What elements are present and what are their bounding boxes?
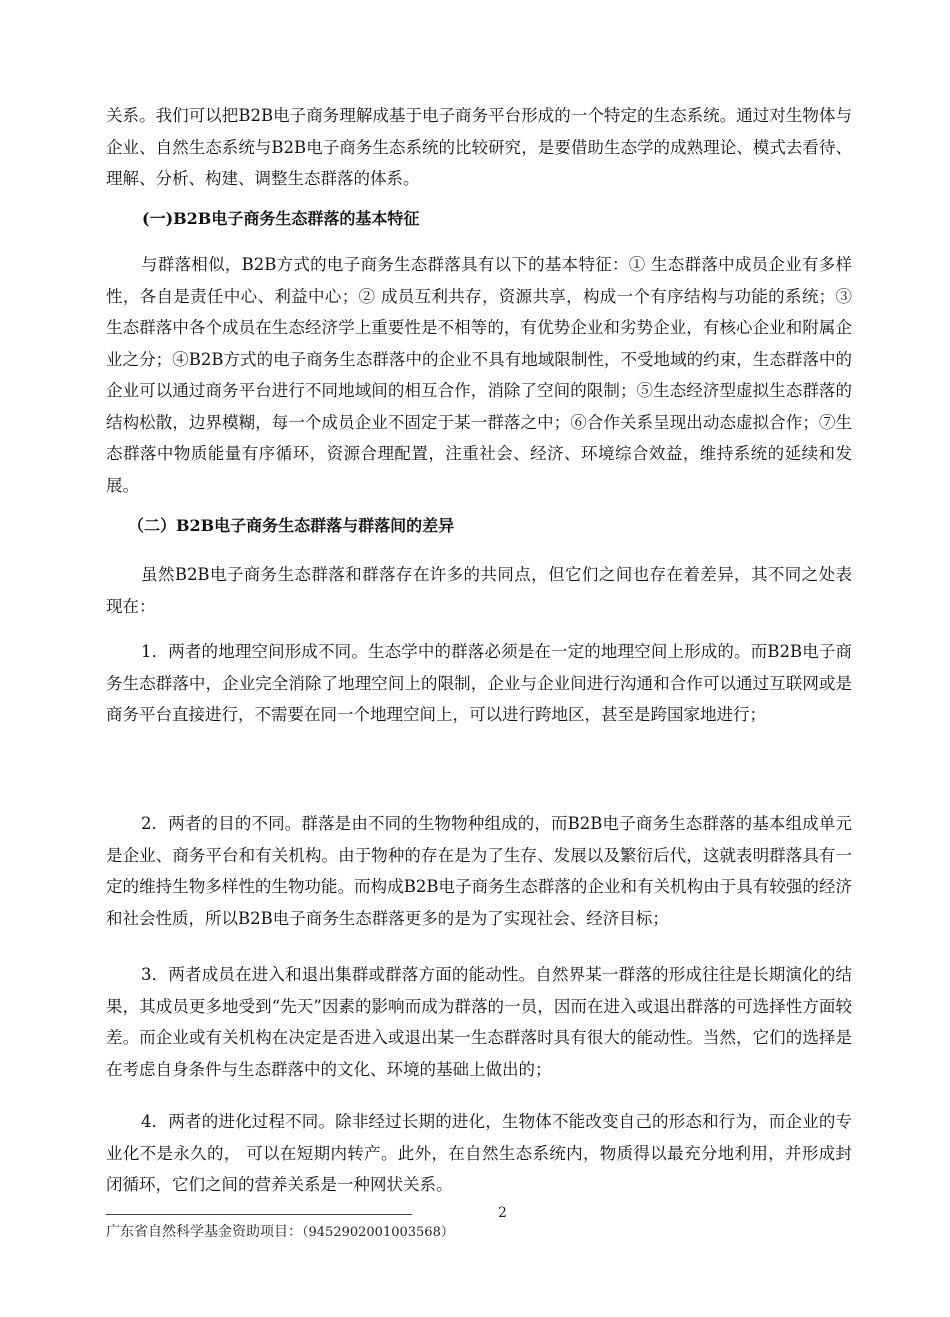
paragraph-difference-4: 4．两者的进化过程不同。除非经过长期的进化，生物体不能改变自己的形态和行为，而企业的专业化不是永久的， 可以在短期内转产。此外，在自然生态系统内，物质得以最充分地利用，并形成封闭循环，它们之间的营养关系是一种网状关系。 [106,1112,852,1194]
footnote [106,1221,454,1244]
section-heading-2: （二）B2B电子商务生态群落与群落间的差异 [128,516,455,535]
section-heading-1: (一)B2B电子商务生态群落的基本特征 [142,209,420,228]
footnote-code: （9452902001003568） [302,1225,454,1240]
page-number: 2 [498,1205,507,1221]
footnote-label: 广东省自然科学基金资助项目： [106,1224,302,1240]
paragraph-differences-intro: 虽然B2B电子商务生态群落和群落存在许多的共同点，但它们之间也存在着差异，其不同之处表现在： [106,565,852,616]
footnote-divider [106,1214,412,1215]
paragraph-difference-1: 1．两者的地理空间形成不同。生态学中的群落必须是在一定的地理空间上形成的。而B2B电子商务生态群落中，企业完全消除了地理空间上的限制，企业与企业间进行沟通和合作可以通过互联网或是商务平台直接进行，不需要在同一个地理空间上，可以进行跨地区，甚至是跨国家地进行； [106,642,852,724]
paragraph-difference-2: 2．两者的目的不同。群落是由不同的生物物种组成的，而B2B电子商务生态群落的基本组成单元是企业、商务平台和有关机构。由于物种的存在是为了生存、发展以及繁衍后代，这就表明群落具有一定的维持生物多样性的生物功能。而构成B2B电子商务生态群落的企业和有关机构由于具有较强的经济和社会性质，所以B2B电子商务生态群落更多的是为了实现社会、经济目标； [106,814,852,928]
paragraph-features: 与群落相似，B2B方式的电子商务生态群落具有以下的基本特征：① 生态群落中成员企业有多样性，各自是责任中心、利益中心；② 成员互利共存，资源共享，构成一个有序结构与功能的系统；③生态群落中各个成员在生态经济学上重要性是不相等的，有优势企业和劣势企业，有核心企业和附属企业之分；④B2B方式的电子商务生态群落中的企业不具有地域限制性，不受地域的约束，生态群落中的企业可以通过商务平台进行不同地域间的相互合作，消除了空间的限制；⑤生态经济型虚拟生态群落的结构松散，边界模糊，每一个成员企业不固定于某一群落之中；⑥合作关系呈现出动态虚拟合作；⑦生态群落中物质能量有序循环，资源合理配置，注重社会、经济、环境综合效益，维持系统的延续和发展。 [106,255,852,495]
paragraph-difference-3: 3．两者成员在进入和退出集群或群落方面的能动性。自然界某一群落的形成往往是长期演化的结果，其成员更多地受到“先天”因素的影响而成为群落的一员，因而在进入或退出群落的可选择性方面较差。而企业或有关机构在决定是否进入或退出某一生态群落时具有很大的能动性。当然，它们的选择是在考虑自身条件与生态群落中的文化、环境的基础上做出的； [106,965,852,1079]
paragraph-intro: 关系。我们可以把B2B电子商务理解成基于电子商务平台形成的一个特定的生态系统。通过对生物体与企业、自然生态系统与B2B电子商务生态系统的比较研究，是要借助生态学的成熟理论、模式去看待、理解、分析、构建、调整生态群落的体系。 [106,106,852,188]
